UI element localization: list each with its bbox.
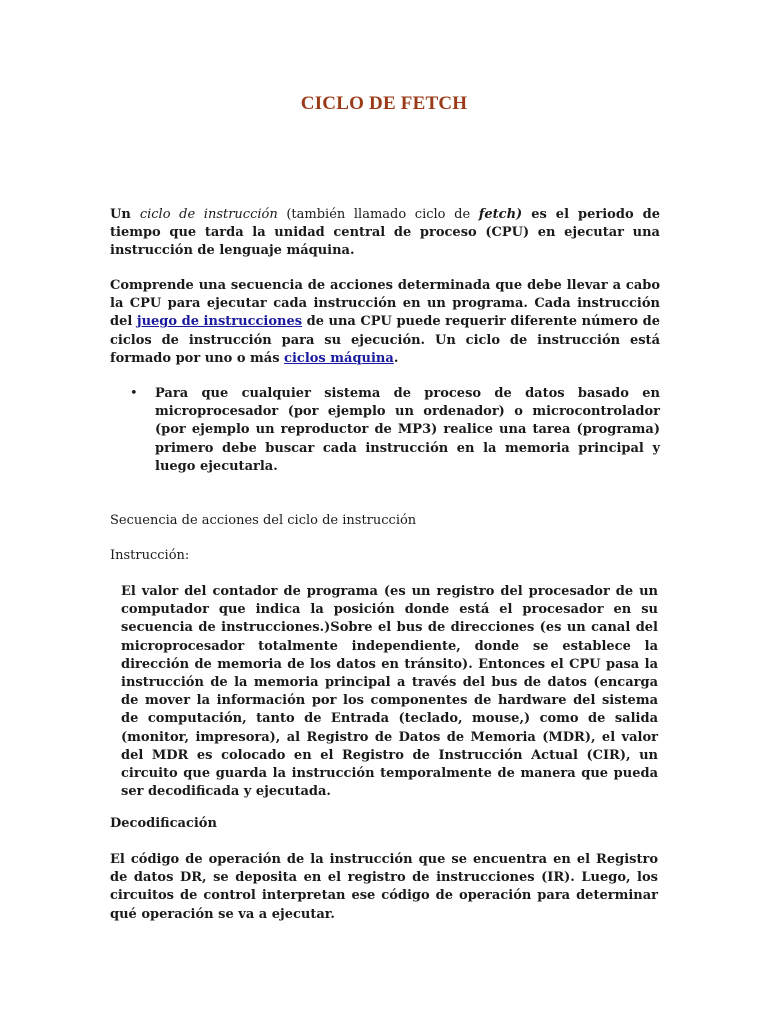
instruccion-label: Instrucción: [110,548,190,563]
paragraph-2-text-1: Comprende una secuencia de acciones determinada que debe llevar a cabo la CPU para ejecutar cada instrucción en un programa. Cada instrucción del [110,278,660,330]
juego-de-instrucciones-link[interactable]: juego de instrucciones [136,314,303,330]
instruccion-text: El valor del contador de programa (es un registro del procesador de un computador que indica la posición donde está el procesador en su secuencia de instrucciones.)Sobre el bus de direcciones (es un canal del microprocesador totalmente independiente, donde se establece la dirección de memoria de los datos en tránsito). Entonces el CPU pasa la instrucción de la memoria principal a través del bus de datos (encarga de mover la información por los componentes de hardware del sistema de computación, tanto de Entrada (teclado, mouse,) como de salida (monitor, impresora), al Registro de Datos de Memoria (MDR), el valor del MDR es colocado en el Registro de Instrucción Actual (CIR), un circuito que guarda la instrucción temporalmente de manera que pueda ser decodificada y ejecutada. [121,584,658,800]
intro-text-1: Un [110,207,140,222]
bullet-icon: • [130,386,138,401]
intro-text-2: (también llamado ciclo de [277,207,479,222]
section-heading: Secuencia de acciones del ciclo de instrucción [110,513,417,528]
decodificacion-label: Decodificación [110,816,217,831]
intro-paragraph [110,206,660,261]
intro-text-3: es el periodo de tiempo que tarda la unidad central de proceso (CPU) en ejecutar una instrucción de lenguaje máquina. [110,207,660,259]
ciclos-maquina-link[interactable]: ciclos máquina [284,350,394,366]
intro-italic-2: fetch) [478,207,523,222]
decodificacion-text: El código de operación de la instrucción que se encuentra en el Registro de datos DR, se deposita en el registro de instrucciones (IR). Luego, los circuitos de control interpretan ese código de operación para determinar qué operación se va a ejecutar. [110,852,658,922]
page-title: CICLO DE FETCH [300,93,468,114]
bullet-text: Para que cualquier sistema de proceso de datos basado en microprocesador (por ejemplo un ordenador) o microcontrolador (por ejemplo un reproductor de MP3) realice una tarea (programa) primero debe buscar cada instrucción en la memoria principal y luego ejecutarla. [155,386,660,474]
paragraph-2 [110,277,660,368]
paragraph-2-text-2: de una CPU puede requerir diferente número de ciclos de instrucción para su ejecución. Un ciclo de instrucción está formado por uno o más [110,314,660,366]
paragraph-2-text-3: . [393,350,399,366]
intro-italic-1: ciclo de instrucción [139,207,278,222]
bullet-item [130,385,660,476]
